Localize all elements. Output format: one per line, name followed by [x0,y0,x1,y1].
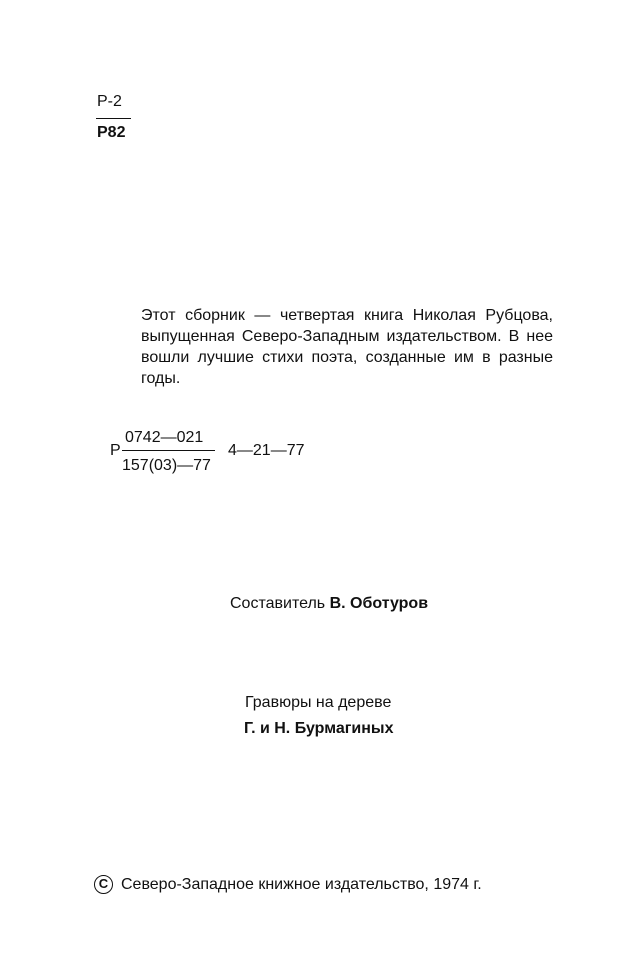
classification-divider [96,118,131,119]
copyright-text: Северо-Западное книжное издательство, 1974 г. [121,875,482,893]
engravings-label: Гравюры на дереве [245,694,392,711]
annotation-text: Этот сборник — четвертая книга Николая Рубцова, выпущенная Северо-Западным издательством. В нее вошли лучшие стихи поэта, созданные им в разные годы. [141,307,553,387]
compiler-line [230,595,428,613]
index-denominator: 157(03)—77 [122,457,211,474]
index-code: 4—21—77 [228,442,305,459]
classification-bottom: Р82 [97,124,126,141]
compiler-name: В. Оботуров [329,595,429,612]
compiler-label: Составитель [230,595,326,612]
index-fraction-rule [122,450,215,451]
copyright-line [94,875,482,894]
engravings-names: Г. и Н. Бурмагиных [244,720,394,737]
copyright-icon: C [94,875,113,894]
index-prefix: Р [110,442,121,459]
classification-top: Р-2 [97,93,122,110]
annotation [141,305,553,389]
index-numerator: 0742—021 [125,429,204,446]
